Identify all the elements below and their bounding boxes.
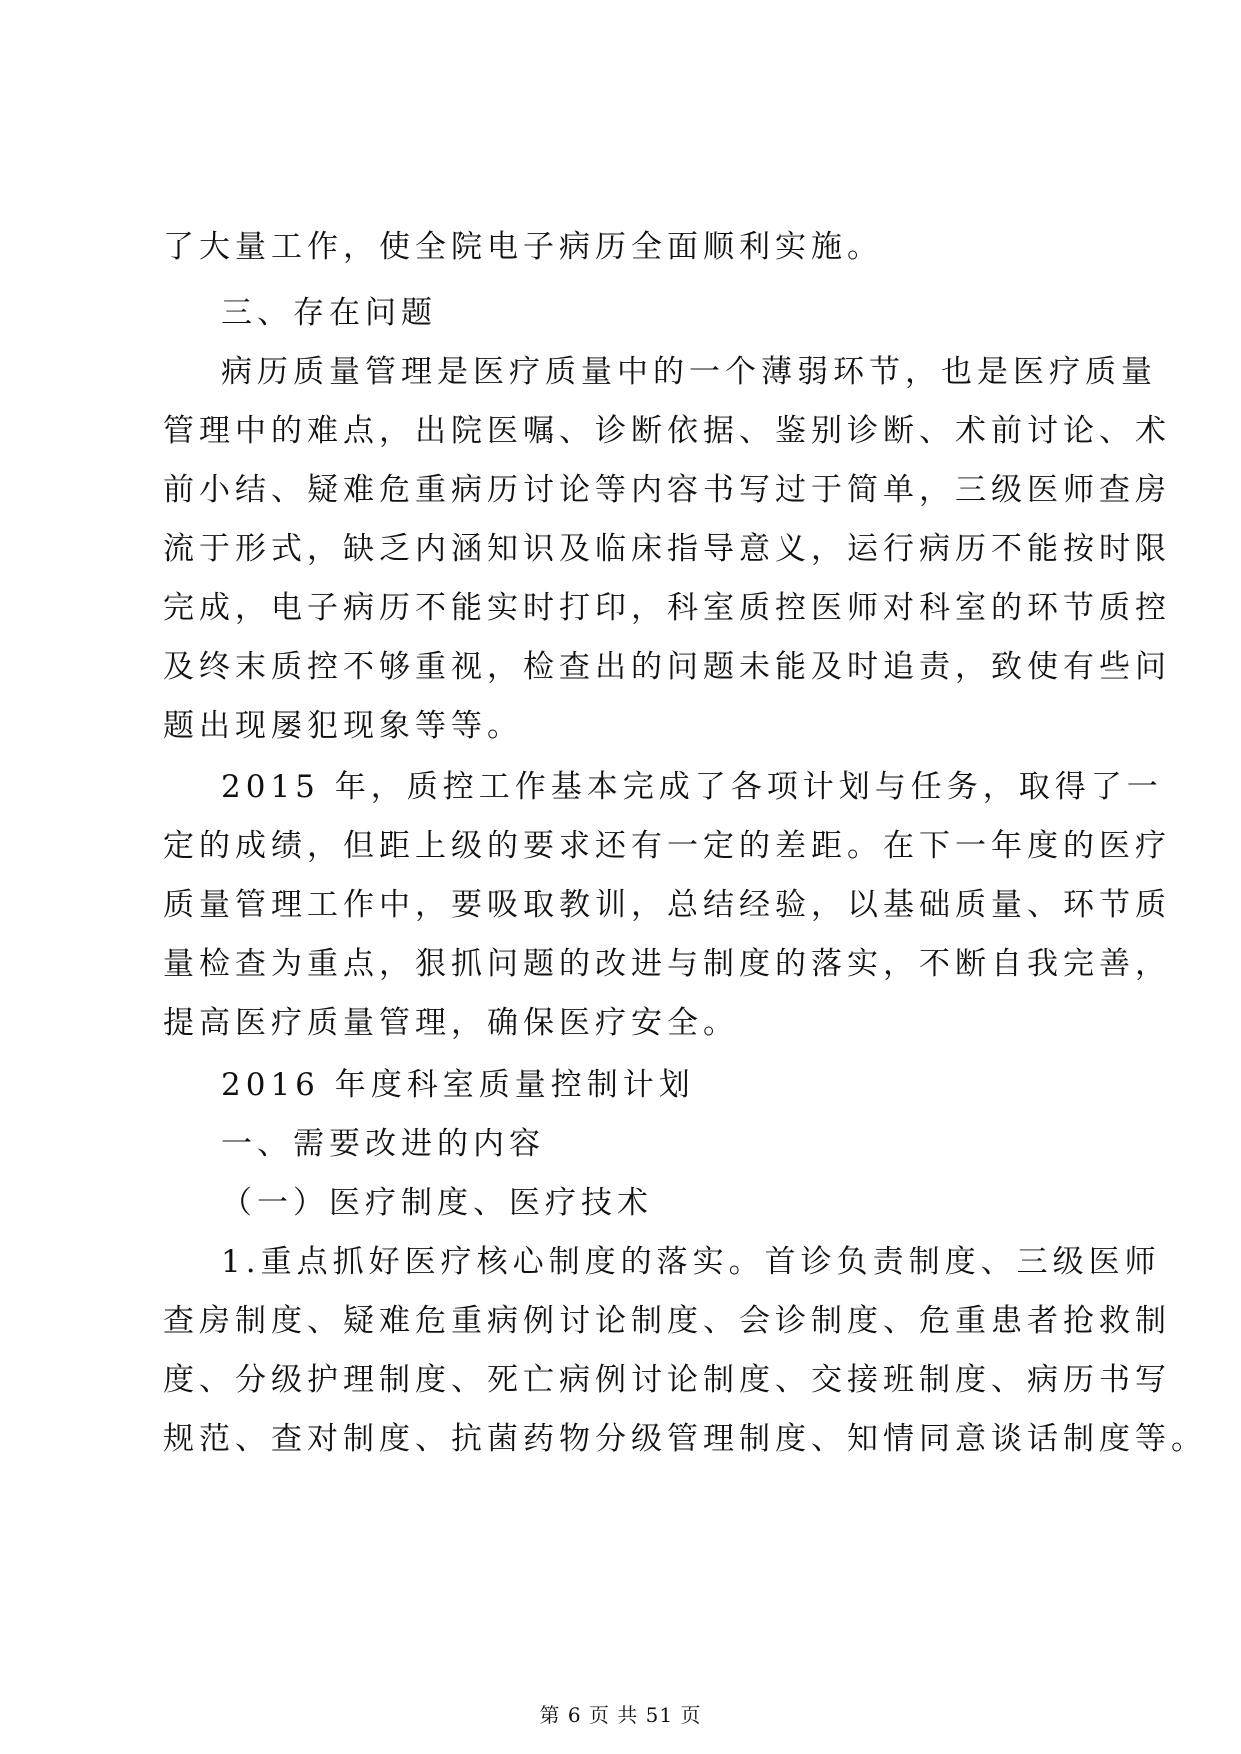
- paragraph-line: 及终末质控不够重视，检查出的问题未能及时追责，致使有些问: [163, 649, 1171, 685]
- paragraph-line: 了大量工作，使全院电子病历全面顺利实施。: [163, 229, 883, 265]
- paragraph-line: 流于形式，缺乏内涵知识及临床指导意义，运行病历不能按时限: [163, 531, 1171, 567]
- paragraph-line: 规范、查对制度、抗菌药物分级管理制度、知情同意谈话制度等。: [163, 1421, 1207, 1457]
- paragraph-line: 题出现屡犯现象等等。: [163, 708, 523, 744]
- page-number: 第 6 页 共 51 页: [539, 1703, 702, 1727]
- paragraph-line: 前小结、疑难危重病历讨论等内容书写过于简单，三级医师查房: [163, 472, 1171, 508]
- paragraph-line: 度、分级护理制度、死亡病例讨论制度、交接班制度、病历书写: [163, 1362, 1171, 1398]
- paragraph-line: 量检查为重点，狠抓问题的改进与制度的落实，不断自我完善，: [163, 946, 1171, 982]
- paragraph-line: 查房制度、疑难危重病例讨论制度、会诊制度、危重患者抢救制: [163, 1303, 1171, 1339]
- section-heading: 三、存在问题: [221, 295, 437, 331]
- paragraph-line: 完成，电子病历不能实时打印，科室质控医师对科室的环节质控: [163, 590, 1171, 626]
- paragraph-line: 定的成绩，但距上级的要求还有一定的差距。在下一年度的医疗: [163, 828, 1171, 864]
- paragraph-line: 病历质量管理是医疗质量中的一个薄弱环节，也是医疗质量: [221, 354, 1157, 390]
- subsection-heading: （一）医疗制度、医疗技术: [221, 1185, 653, 1221]
- page-footer: [0, 1700, 1241, 1730]
- paragraph-line: 2015 年，质控工作基本完成了各项计划与任务，取得了一: [221, 769, 1163, 805]
- paragraph-line: 1.重点抓好医疗核心制度的落实。首诊负责制度、三级医师: [221, 1244, 1161, 1280]
- paragraph-line: 管理中的难点，出院医嘱、诊断依据、鉴别诊断、术前讨论、术: [163, 413, 1171, 449]
- section-heading: 一、需要改进的内容: [221, 1126, 545, 1162]
- paragraph-line: 提高医疗质量管理，确保医疗安全。: [163, 1005, 739, 1041]
- paragraph-line: 质量管理工作中，要吸取教训，总结经验，以基础质量、环节质: [163, 887, 1171, 923]
- section-heading: 2016 年度科室质量控制计划: [221, 1067, 695, 1103]
